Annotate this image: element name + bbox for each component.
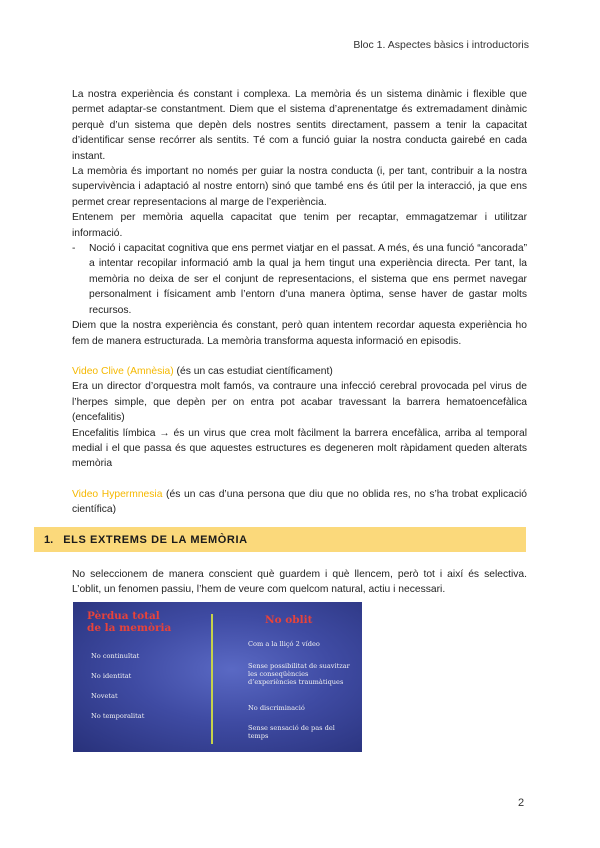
section-body (72, 567, 527, 598)
section-heading (34, 527, 526, 552)
bullet-list (72, 241, 527, 318)
slide-left-title-line2: de la memòria (87, 622, 172, 634)
slide-left-item: No temporalitat (91, 712, 145, 720)
video-clive-line (72, 364, 527, 379)
slide-left-title (87, 610, 171, 634)
slide-divider (211, 614, 213, 744)
slide-left-item: Novetat (91, 692, 118, 700)
page-number: 2 (518, 797, 525, 809)
video-hypermnesia-label[interactable]: Video Hypermnesia (72, 488, 163, 500)
video-hypermnesia-line (72, 487, 527, 518)
list-dash: - (72, 243, 76, 255)
video-clive-note: (és un cas estudiat científicament) (173, 365, 333, 377)
section-title: ELS EXTREMS DE LA MEMÒRIA (63, 533, 248, 546)
slide-right-item: Com a la lliçó 2 vídeo (248, 640, 320, 648)
paragraph: Diem que la nostra experiència és constant, però quan intentem recordar aquesta experiència ho fem de manera estructurada. La memòria transforma aquesta informació en episodis. (72, 320, 527, 347)
running-header: Bloc 1. Aspectes bàsics i introductoris (353, 39, 529, 51)
slide-image (73, 602, 362, 752)
section-number: 1. (44, 533, 54, 546)
paragraph: Encefalitis límbica → és un virus que crea molt fàcilment la barrera encefàlica, arriba al temporal medial i el que passa és que aquestes estructures es degeneren molt ràpidament queden alterats memòria (72, 427, 527, 470)
list-item (72, 241, 527, 318)
slide-right-title: No oblit (265, 614, 313, 626)
paragraph: La nostra experiència és constant i complexa. La memòria és un sistema dinàmic i flexible que permet adaptar-se constantment. Diem que el sistema d’aprenentatge és extremadament dinàmic perquè d’un sistema que depèn dels nostres sentits directament, passem a tenir la capacitat d’identificar sense recórrer als sentits. Té com a funció guiar la nostra conducta gairebé en cada instant. (72, 89, 527, 162)
list-item-text: Noció i capacitat cognitiva que ens permet viatjar en el passat. A més, és una funció “ancorada” a intentar recopilar informació amb la qual ja hem tingut una experiència directa. Per tant, la memòria no deixa de ser el conjunt de representacions, el sistema que ens permet navegar personalment i físicament amb l’entorn d’una manera òptima, sense haver de gastar molts recursos. (89, 243, 527, 316)
slide-right-item: Sense sensació de pas del temps (248, 724, 335, 740)
slide-right-item: Sense possibilitat de suavitzar les conseqüències d’experiències traumàtiques (248, 662, 350, 686)
slide-left-item: No continuïtat (91, 652, 140, 660)
paragraph: La memòria és important no només per guiar la nostra conducta (i, per tant, contribuir a la nostra supervivència i adaptació al nostre entorn) sinó que també ens és útil per la interacció, ja que ens permet crear representacions al marge de l’experiència. (72, 166, 527, 208)
intro-body (72, 87, 527, 518)
slide-left-item: No identitat (91, 672, 132, 680)
slide-right-item: No discriminació (248, 704, 305, 712)
paragraph: Entenem per memòria aquella capacitat que tenim per recaptar, emmagatzemar i utilitzar informació. (72, 212, 527, 239)
slide-left-title-line1: Pèrdua total (87, 610, 160, 622)
video-clive-label[interactable]: Video Clive (Amnèsia) (72, 365, 174, 377)
paragraph: No seleccionem de manera conscient què guardem i què llencem, però tot i així és selectiva. L’oblit, un fenomen passiu, l’hem de veure com quelcom natural, actiu i necessari. (72, 569, 527, 596)
video-hypermnesia-note: (és un cas d’una persona que diu que no oblida res, no s’ha trobat explicació científica) (72, 488, 528, 516)
paragraph: Era un director d’orquestra molt famós, va contraure una infecció cerebral provocada pel virus de l’herpes simple, que depèn per on entra pot acabar travessant la barrera hematoencefàlica (encefalitis) (72, 381, 527, 424)
